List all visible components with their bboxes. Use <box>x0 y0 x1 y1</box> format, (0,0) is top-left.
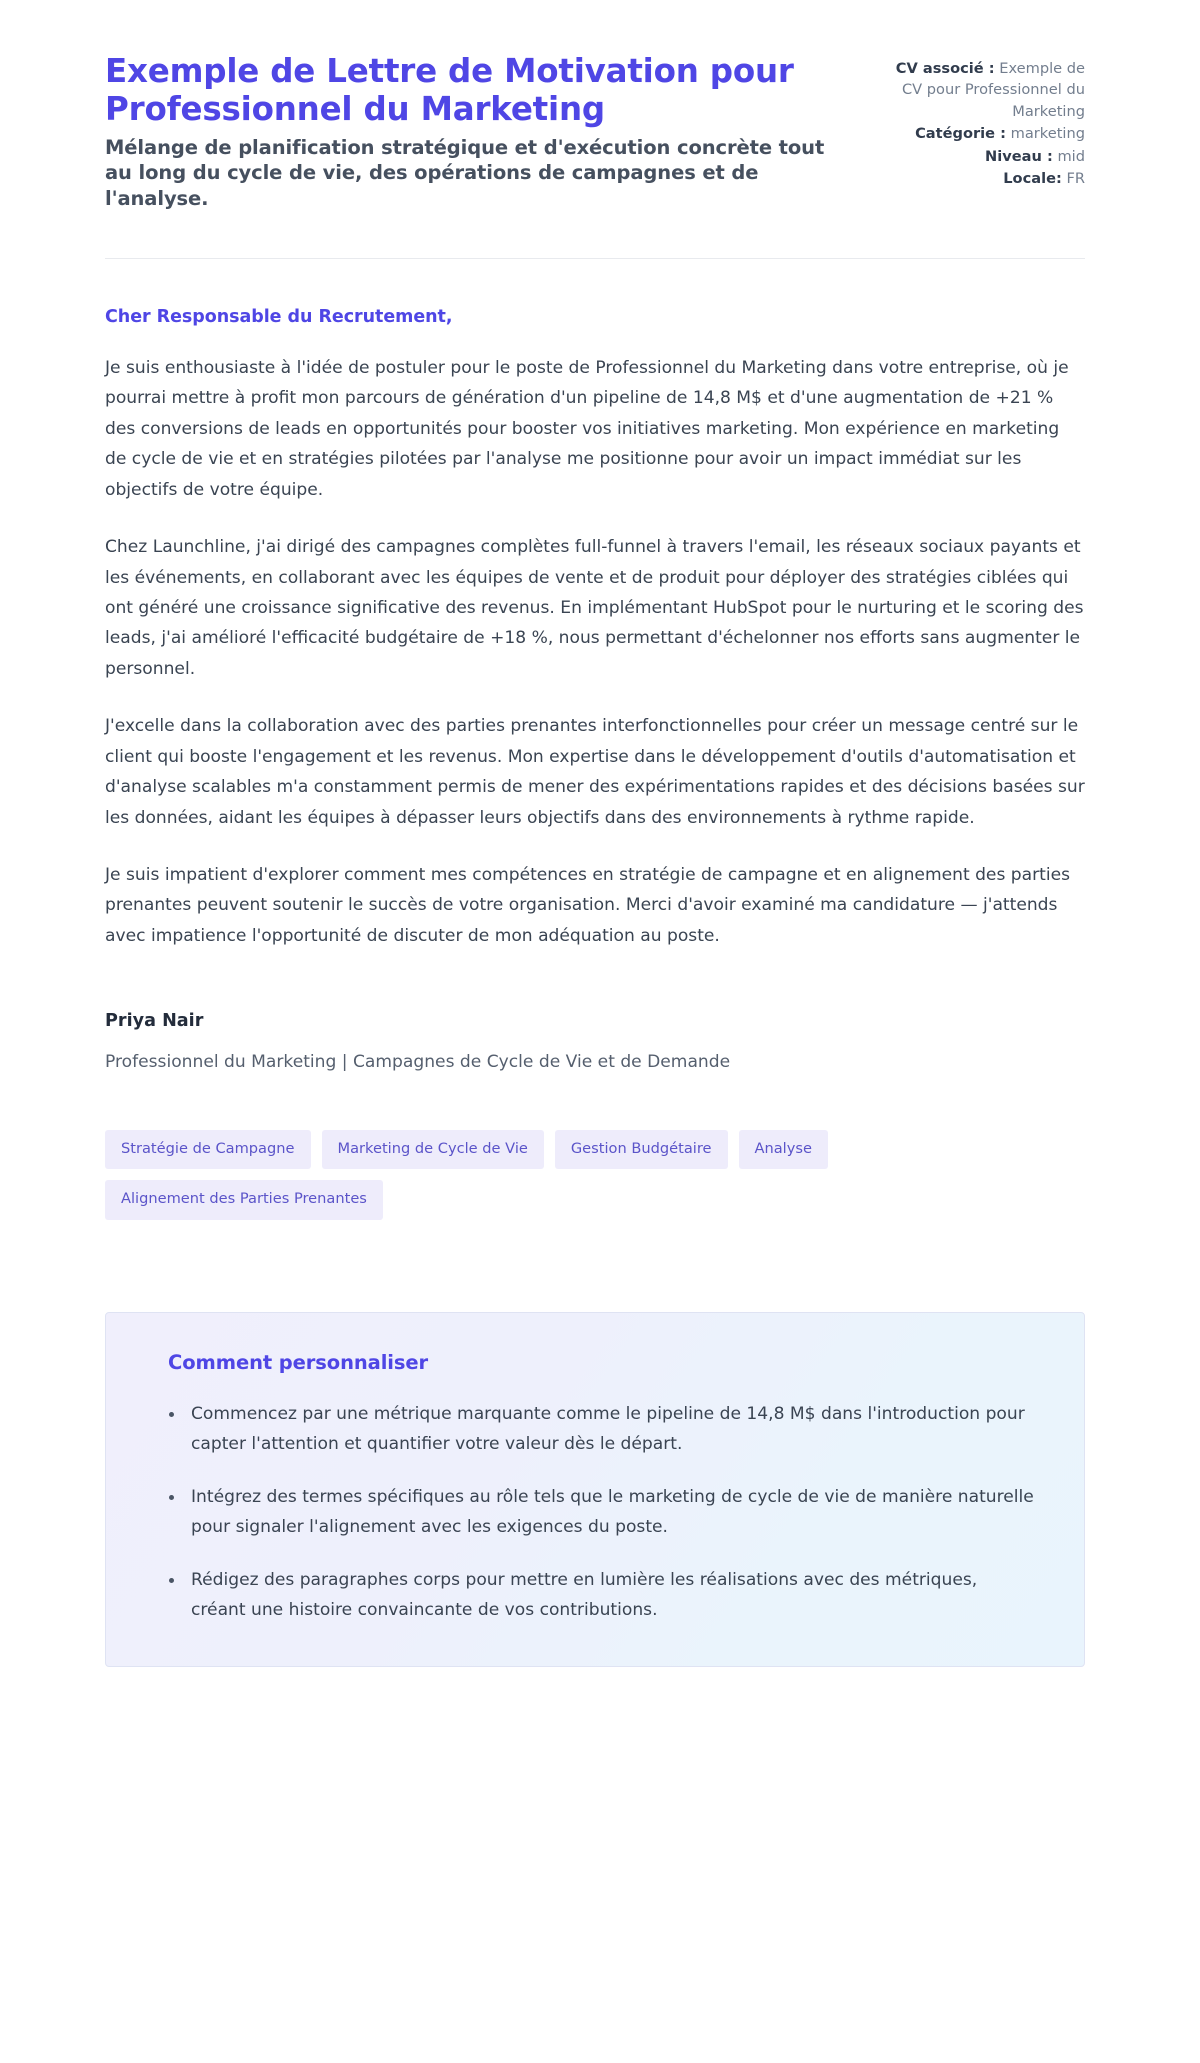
meta-row-associated-cv <box>880 58 1085 122</box>
meta-value-associated-cv: Exemple de CV pour Professionnel du Marketing <box>901 60 1085 120</box>
meta-value-locale: FR <box>1066 170 1085 188</box>
meta-value-level: mid <box>1057 147 1085 165</box>
meta-label-locale: Locale: <box>1003 170 1062 188</box>
meta-row-locale <box>880 168 1085 189</box>
callout-tip-item: Intégrez des termes spécifiques au rôle tels que le marketing de cycle de vie de manière naturelle pour signaler l'alignement avec les exigences du poste. <box>191 1482 1044 1543</box>
skill-tag-list <box>105 1130 965 1220</box>
letter-body <box>105 353 1085 951</box>
signature-block <box>105 1011 1085 1076</box>
letter-paragraph: Je suis impatient d'explorer comment mes compétences en stratégie de campagne et en alignement des parties prenantes peuvent soutenir le succès de votre organisation. Merci d'avoir examiné ma candidature — j'attends avec impatience l'opportunité de discuter de mon adéquation au poste. <box>105 864 1071 946</box>
meta-label-category: Catégorie : <box>915 125 1006 143</box>
skill-tag[interactable]: Analyse <box>739 1130 828 1170</box>
callout-tip-item: Commencez par une métrique marquante comme le pipeline de 14,8 M$ dans l'introduction pour capter l'attention et quantifier votre valeur dès le départ. <box>191 1399 1044 1460</box>
signature-role: Professionnel du Marketing | Campagnes de Cycle de Vie et de Demande <box>105 1052 731 1073</box>
document-metadata <box>880 52 1085 191</box>
skill-tag[interactable]: Stratégie de Campagne <box>105 1130 311 1170</box>
skill-tag[interactable]: Marketing de Cycle de Vie <box>322 1130 544 1170</box>
document-header <box>105 52 1085 211</box>
callout-title: Comment personnaliser <box>168 1351 429 1375</box>
letter-paragraph: Chez Launchline, j'ai dirigé des campagnes complètes full-funnel à travers l'email, les réseaux sociaux payants et les événements, en collaborant avec les équipes de vente et de produit pour déployer des stratégies ciblées qui ont généré une croissance significative des revenus. En implémentant HubSpot pour le nurturing et le scoring des leads, j'ai amélioré l'efficacité budgétaire de +18 %, nous permettant d'échelonner nos efforts sans augmenter le personnel. <box>105 537 1084 679</box>
customization-callout <box>105 1312 1085 1667</box>
header-text-block <box>105 52 840 211</box>
letter-paragraph: J'excelle dans la collaboration avec des parties prenantes interfonctionnelles pour créer un message centré sur le client qui booste l'engagement et les revenus. Mon expertise dans le développement d'outils d'automatisation et d'analyse scalables m'a constamment permis de mener des expérimentations rapides et des décisions basées sur les données, aidant les équipes à dépasser leurs objectifs dans des environnements à rythme rapide. <box>105 716 1085 828</box>
callout-tip-list <box>146 1399 1044 1626</box>
letter-salutation: Cher Responsable du Recrutement, <box>105 307 453 328</box>
callout-tip-item: Rédigez des paragraphes corps pour mettre en lumière les réalisations avec des métriques, créant une histoire convaincante de vos contributions. <box>191 1565 1044 1626</box>
letter-paragraph: Je suis enthousiaste à l'idée de postuler pour le poste de Professionnel du Marketing dans votre entreprise, où je pourrai mettre à profit mon parcours de génération d'un pipeline de 14,8 M$ et d'une augmentation de +21 % des conversions de leads en opportunités pour booster vos initiatives marketing. Mon expérience en marketing de cycle de vie et en stratégies pilotées par l'analyse me positionne pour avoir un impact immédiat sur les objectifs de votre équipe. <box>105 358 1069 500</box>
meta-row-category <box>880 123 1085 144</box>
meta-row-level <box>880 146 1085 167</box>
meta-value-category: marketing <box>1010 125 1085 143</box>
header-divider <box>105 258 1085 259</box>
meta-label-level: Niveau : <box>985 147 1053 165</box>
skill-tag[interactable]: Gestion Budgétaire <box>555 1130 728 1170</box>
signature-name: Priya Nair <box>105 1011 204 1032</box>
meta-label-associated-cv: CV associé : <box>895 60 995 77</box>
page-title: Exemple de Lettre de Motivation pour Professionnel du Marketing <box>105 52 794 129</box>
letter-section <box>105 307 1085 951</box>
page-subtitle: Mélange de planification stratégique et d'exécution concrète tout au long du cycle de vie, des opérations de campagnes et de l'analyse. <box>105 136 825 210</box>
skill-tag[interactable]: Alignement des Parties Prenantes <box>105 1180 383 1220</box>
